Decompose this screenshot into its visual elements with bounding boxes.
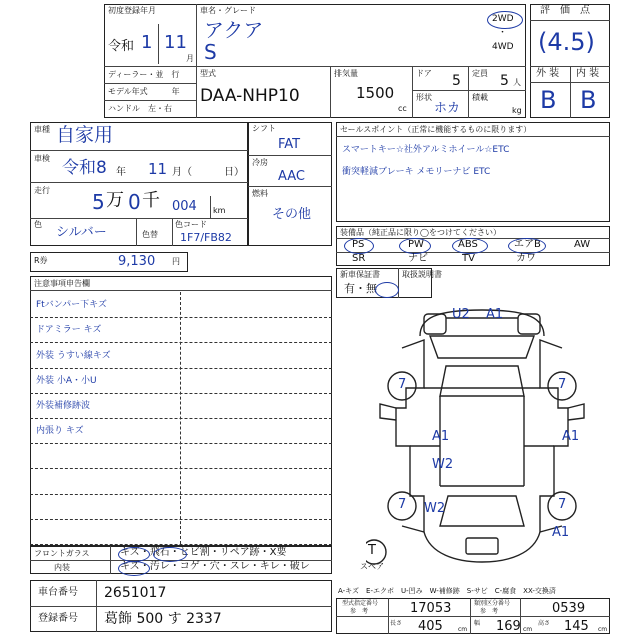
dealer-label: ディーラー・並 行 [108,70,180,79]
equip-airbag: エアB [514,239,541,250]
color-code: 1F7/FB82 [180,231,232,244]
manual-label: 取扱説明書 [402,270,442,279]
recycle-box [30,252,188,272]
mileage-label: 走行 [34,186,50,195]
capacity-label: 定員 [472,69,488,78]
damage-a1-left: A1 [432,429,450,444]
ref-label: 参 考 [350,608,369,615]
recycle-label: R券 [34,256,48,265]
notes-rule [30,368,332,369]
interior-grade: B [580,86,597,114]
first-reg-month-unit: 月 [186,54,194,63]
doors: 5 [452,73,461,89]
doors-label: ドア [416,69,432,78]
tire-rl: 7 [398,497,407,512]
sales-line-2: 衝突軽減ブレーキ メモリーナビ ETC [342,167,491,177]
length-unit: cm [458,626,468,633]
shaken-month: 11 [148,160,168,178]
color-change-label: 色替 [142,230,158,239]
shaken-era: 令和8 [62,158,107,178]
equip-navi: ナビ [408,253,428,264]
height-value: 145 [564,619,589,634]
load-label: 積載 [472,93,488,102]
front-glass-text: キズ・飛石・ヒビ割・リペア跡・X要 [120,547,287,558]
grade: S [204,40,217,64]
equipment-label: 装備品（純正品に限り◯をつけてください） [340,228,501,237]
notes-line: 内張り キズ [36,426,84,437]
notes-rule [30,544,332,545]
notes-rule [30,393,332,394]
mileage-small: 004 [172,199,197,214]
recycle-amount: 9,130 [118,254,156,269]
notes-rule [30,494,332,495]
height-label: 高さ [538,620,551,627]
shaken-label: 車検 [34,154,50,163]
equip-pw: PW [408,239,424,250]
interior-kizu-circle [118,561,150,576]
abs-circle [452,238,488,254]
shift: FAT [278,137,301,152]
score-label: 評 価 点 [540,5,590,16]
plate-label: 登録番号 [38,613,78,624]
handle-label: ハンドル 左・右 [108,104,172,113]
car-name: アクア [204,18,264,42]
capacity-unit: 人 [513,78,521,87]
plate-number: 葛飾 500 す 2337 [104,611,222,627]
shaken-month-unit: 月（ [172,167,192,178]
notes-line: 外装 小A・小U [36,375,97,386]
tire-fr: 7 [558,377,567,392]
notes-line: ドアミラー キズ [36,325,102,336]
drive-dot: ・ [498,28,508,38]
shape-label: 形状 [416,93,432,102]
aircon-label: 冷房 [252,158,268,167]
ref-label-2: 参 考 [480,608,499,615]
spare-t: T [368,543,376,558]
displacement: 1500 [356,84,395,102]
type-no-label: 型式指定番号 [342,600,379,607]
notes-rule [30,443,332,444]
mileage-unit: km [213,206,226,215]
tire-rr: 7 [558,497,567,512]
notes-rule [30,468,332,469]
equip-sr: SR [352,253,366,264]
usage-label: 車種 [34,125,50,134]
equip-abs: ABS [458,239,478,250]
glass-kizu-circle [118,547,150,562]
notes-line: 外装補修跡波 [36,401,91,411]
width-value: 169 [496,619,521,634]
length-value: 405 [418,619,443,634]
notes-rule [30,317,332,318]
damage-a1-top: A1 [486,307,504,322]
first-reg-year: 1 [141,32,153,53]
fuel-label: 燃料 [252,189,268,198]
usage: 自家用 [56,124,114,146]
notes-rule [30,519,332,520]
recycle-unit: 円 [172,257,180,266]
load-unit: kg [512,106,522,115]
damage-a1-right: A1 [562,429,580,444]
warranty-value: 有・無 [344,282,377,295]
damage-u2: U2 [452,307,470,322]
notes-rule [30,418,332,419]
height-unit: cm [598,626,608,633]
chassis-label: 車台番号 [38,587,78,598]
mileage-man: 5 [92,190,105,214]
capacity: 5 [500,73,509,89]
chassis-number: 2651017 [104,585,167,601]
warranty-label: 新車保証書 [340,270,380,279]
damage-w2-rear: W2 [424,501,446,516]
glass-hiseki-circle [153,547,187,562]
damage-a1-rear: A1 [552,525,570,540]
mileage-man-unit: 万 [106,190,124,211]
displacement-unit: cc [398,104,407,113]
interior-glass-label: 内装 [54,563,70,572]
mileage-sen-unit: 千 [142,190,160,211]
equip-aw: AW [574,239,591,250]
shaken-year-unit: 年 [116,167,126,178]
front-glass-label: フロントガラス [34,549,90,558]
equipment-row-2 [336,253,610,266]
color: シルバー [56,225,107,240]
first-reg-era: 令和 [108,39,135,54]
spare-label: スペア [360,562,384,571]
color-code-label: 色コード [175,220,207,229]
car-grade-label: 車名・グレード [200,6,256,15]
model-label: 型式 [200,69,216,78]
fuel: その他 [272,207,312,222]
mileage-zero: 0 [128,190,141,214]
shape: ホカ [434,101,461,116]
damage-legend: A-キズ E-エクボ U-凹み W-補修跡 S-サビ C-腐食 XX-交換済 [338,587,556,595]
width-unit: cm [523,626,533,633]
first-reg-month: 11 [164,32,187,53]
aircon: AAC [278,169,305,184]
pw-circle [399,238,431,254]
equip-tv: TV [462,253,475,264]
damage-w2-center: W2 [432,457,454,472]
notes-label: 注意事項申告欄 [34,279,90,288]
exterior-label: 外 装 [536,68,560,79]
class-no: 0539 [552,601,586,616]
model-code: DAA-NHP10 [200,86,300,106]
score-value: (4.5) [538,28,595,56]
drive-2wd: 2WD [492,14,514,24]
equip-leather: カワ [516,253,536,264]
equip-ps: PS [352,239,365,250]
class-no-label: 類別区分番号 [474,600,511,607]
interior-label: 内 装 [576,68,600,79]
sales-point-label: セールスポイント（正常に機能するものに限ります） [340,125,532,134]
notes-rule [30,342,332,343]
length-label: 長さ [390,620,403,627]
width-label: 幅 [474,620,481,627]
sales-line-1: スマートキー☆社外アルミホイール☆ETC [342,145,510,155]
model-year-label: モデル年式 年 [108,87,180,96]
ps-circle [344,238,374,254]
shift-label: シフト [252,124,276,133]
displacement-label: 排気量 [334,69,358,78]
color-label: 色 [34,220,42,229]
notes-line: Ftバンパー下キズ [36,300,107,311]
exterior-grade: B [540,86,557,114]
first-reg-label: 初度登録年月 [108,6,156,15]
tire-fl: 7 [398,377,407,392]
interior-text: キズ・汚レ・コゲ・穴・スレ・キレ・破レ [120,561,310,572]
drive-4wd: 4WD [492,42,514,52]
type-no: 17053 [410,601,452,616]
notes-line: 外装 うすい線キズ [36,350,111,361]
airbag-circle [508,238,546,254]
shaken-day-unit: 日） [224,167,244,178]
